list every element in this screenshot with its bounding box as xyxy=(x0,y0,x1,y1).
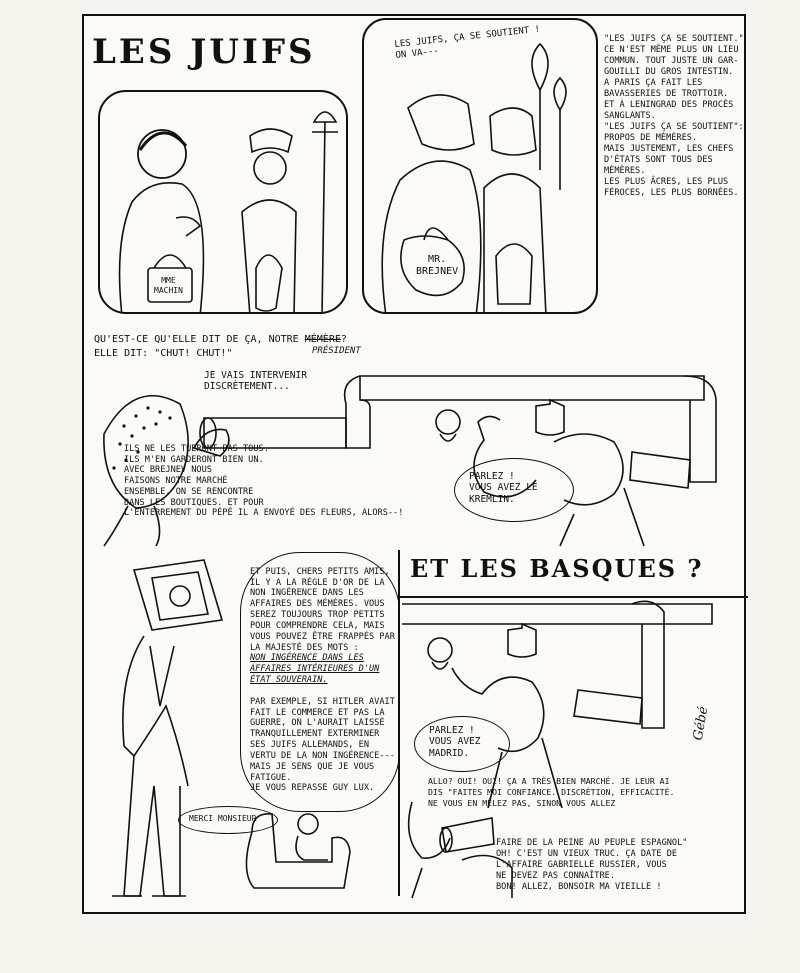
bubble-madrid xyxy=(414,716,510,772)
panel-1-street xyxy=(98,90,348,314)
illustration-two-women-russia xyxy=(364,20,598,314)
panel-2-leningrad xyxy=(362,18,598,314)
title-et-les-basques: ET LES BASQUES ? xyxy=(410,554,704,583)
bubble-kremlin xyxy=(454,458,574,522)
speech-long: ILS NE LES TUERONT PAS TOUS. ILS M'EN GARDERONT BIEN UN. AVEC BREJNEV NOUS FAISONS NOTRE MARCHÉ ENSEMBLE, ON SE RENCONTRE DANS LES BOUTIQUES. ET POUR L'ENTERREMENT DU PÉPÉ IL A ENVOYÉ DES FLEURS, ALORS--! xyxy=(124,444,404,519)
narration-block: "LES JUIFS ÇA SE SOUTIENT." CE N'EST MÊME PLUS UN LIEU COMMUN. TOUT JUSTE UN GAR-GOUILLI DU GROS INTESTIN. A PARIS ÇA FAIT LES BAVASSERIES DE TROTTOIR. ET À LENINGRAD DES PROCÈS SANGLANTS. "LES JUIFS ÇA SE SOUTIENT": PROPOS DE MÉMÈRES. MAIS JUSTEMENT, LES CHEFS D'ÉTATS SONT TOUS DES MÉMÈRES. LES PLUS ÂCRES, LES PLUS FÉROCES, LES PLUS BORNÉES. xyxy=(604,34,744,198)
bubble-text: MERCI MONSIEUR xyxy=(189,814,257,823)
bag-label-machin: MME MACHIN xyxy=(154,276,183,295)
speech-allo: ALLO? OUI! OUI! ÇA A TRÈS BIEN MARCHÉ. JE LEUR AI DIS "FAITES MOI CONFIANCE. DISCRÉTION, EFFICACITÉ. NE VOUS EN MÊLEZ PAS, SINON VOUS ALLEZ xyxy=(428,776,675,809)
bag-label-brejnev: MR. BREJNEV xyxy=(416,254,459,277)
caption-text: QU'EST-CE QU'ELLE DIT DE ÇA, NOTRE xyxy=(94,334,299,345)
monologue-main: ET PUIS, CHERS PETITS AMIS, IL Y A LA RÈGLE D'OR DE LA NON INGÉRENCE DANS LES AFFAIRES DES MÉMÈRES. VOUS SEREZ TOUJOURS TROP PETITS POUR COMPRENDRE CELA, MAIS VOUS POUVEZ ÊTRE FRAPPÉS PAR LA MAJESTÉ DES MOTS : xyxy=(250,566,395,653)
monologue-end: PAR EXEMPLE, SI HITLER AVAIT FAIT LE COMMERCE ET PAS LA GUERRE, ON L'AURAIT LAISSÉ TRANQUILLEMENT EXTERMINER SES JUIFS ALLEMANDS, EN VERTU DE LA NON INGÉRENCE--- MAIS JE SENS QUE JE VOUS FATIGUE. JE VOUS REPASSE GUY LUX. xyxy=(250,696,395,794)
comic-page xyxy=(82,14,746,914)
speech-intervenir: JE VAIS INTERVENIR DISCRÈTEMENT... xyxy=(204,370,307,393)
artist-signature: Gébé xyxy=(690,705,712,742)
bubble-text: PARLEZ ! VOUS AVEZ LE KREMLIN. xyxy=(469,471,538,505)
bubble-text: PARLEZ ! VOUS AVEZ MADRID. xyxy=(429,725,481,759)
bubble-merci xyxy=(178,806,278,834)
illustration-tv-president xyxy=(94,556,244,916)
speech-bonsoir: FAIRE DE LA PEINE AU PEUPLE ESPAGNOL" OH! C'EST UN VIEUX TRUC. ÇA DATE DE L'AFFAIRE GABRIELLE RUSSIER, VOUS NE DEVEZ PAS CONNAÎTRE. BON! ALLEZ, BONSOIR MA VIEILLE ! xyxy=(496,838,688,892)
caption-q: ? xyxy=(340,334,347,345)
monologue-underlined: NON INGÉRENCE DANS LES AFFAIRES INTÉRIEURES D'UN ÉTAT SOUVERAIN. xyxy=(250,653,380,686)
speech-text: LES JUIFS, ÇA SE SOUTIENT ! ON VA--- xyxy=(394,24,541,61)
caption-struck-word: MÉMÈRE xyxy=(304,334,341,345)
illustration-two-women xyxy=(100,92,348,314)
title-les-juifs: LES JUIFS xyxy=(92,32,316,72)
monologue-text xyxy=(250,556,400,794)
divider-vertical xyxy=(398,550,400,896)
caption-answer: ELLE DIT: "CHUT! CHUT!" xyxy=(94,348,233,359)
caption-correction: PRÉSIDENT xyxy=(312,346,361,356)
caption-question xyxy=(94,334,347,346)
